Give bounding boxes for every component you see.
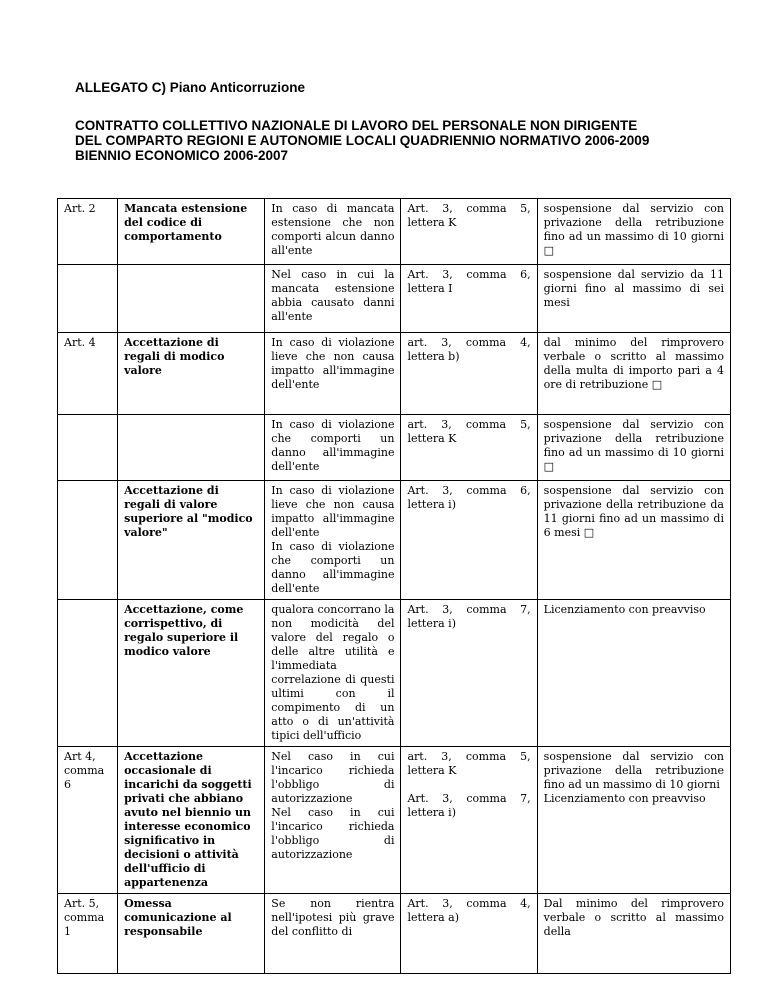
case-cell xyxy=(265,481,401,600)
subject-cell: Omessa comunicazione al responsabile xyxy=(118,894,265,974)
article-cell xyxy=(58,481,118,600)
subject-cell xyxy=(118,265,265,333)
subject-cell: Mancata estensione del codice di comportamento xyxy=(118,199,265,265)
table-row xyxy=(58,265,731,333)
norm-text: Art. 3, comma 7, lettera i) xyxy=(407,792,531,819)
document-title: ALLEGATO C) Piano Anticorruzione xyxy=(75,80,306,95)
sanction-cell: Dal minimo del rimprovero verbale o scritto al massimo della xyxy=(537,894,730,974)
subject-cell: Accettazione, come corrispettivo, di regalo superiore il modico valore xyxy=(118,600,265,747)
sanction-cell: sospensione dal servizio da 11 giorni fino al massimo di sei mesi xyxy=(537,265,730,333)
norm-cell: Art. 3, comma 4, lettera a) xyxy=(401,894,537,974)
case-cell: In caso di violazione lieve che non causa impatto all'immagine dell'ente xyxy=(265,333,401,415)
case-text: In caso di violazione che comporti un danno all'immagine dell'ente xyxy=(271,540,395,595)
article-cell: Art. 5, comma 1 xyxy=(58,894,118,974)
subject-cell: Accettazione occasionale di incarichi da soggetti privati che abbiano avuto nel biennio un interesse economico significativo in decisioni o attività dell'ufficio di appartenenza xyxy=(118,747,265,894)
sanction-text: Licenziamento con preavviso xyxy=(543,792,706,805)
table-row xyxy=(58,894,731,974)
norm-cell: art. 3, comma 5, lettera K xyxy=(401,415,537,481)
norm-cell: Art. 3, comma 5, lettera K xyxy=(401,199,537,265)
case-text: Nel caso in cui l'incarico richieda l'obbligo di autorizzazione xyxy=(271,806,395,861)
case-text: Nel caso in cui l'incarico richieda l'obbligo di autorizzazione xyxy=(271,750,395,805)
table-row xyxy=(58,415,731,481)
subtitle-line: DEL COMPARTO REGIONI E AUTONOMIE LOCALI QUADRIENNIO NORMATIVO 2006-2009 xyxy=(75,133,650,148)
norm-cell: Art. 3, comma 7, lettera i) xyxy=(401,600,537,747)
sanction-text: sospensione dal servizio con privazione della retribuzione fino ad un massimo di 10 giorni xyxy=(543,750,724,791)
subject-cell xyxy=(118,415,265,481)
subject-cell: Accettazione di regali di modico valore xyxy=(118,333,265,415)
article-cell xyxy=(58,415,118,481)
case-cell: Nel caso in cui la mancata estensione abbia causato danni all'ente xyxy=(265,265,401,333)
sanction-cell: dal minimo del rimprovero verbale o scritto al massimo della multa di importo pari a 4 ore di retribuzione □ xyxy=(537,333,730,415)
sanction-cell: sospensione dal servizio con privazione della retribuzione da 11 giorni fino ad un massimo di 6 mesi □ xyxy=(537,481,730,600)
table-row xyxy=(58,481,731,600)
article-cell: Art. 2 xyxy=(58,199,118,265)
subtitle-line: BIENNIO ECONOMICO 2006-2007 xyxy=(75,148,289,163)
table-row xyxy=(58,747,731,894)
norm-text: art. 3, comma 5, lettera K xyxy=(407,750,531,777)
table-row xyxy=(58,333,731,415)
case-cell: In caso di mancata estensione che non comporti alcun danno all'ente xyxy=(265,199,401,265)
norm-cell: Art. 3, comma 6, lettera I xyxy=(401,265,537,333)
sanction-cell xyxy=(537,747,730,894)
sanction-cell: sospensione dal servizio con privazione della retribuzione fino ad un massimo di 10 giorni □ xyxy=(537,415,730,481)
case-cell: In caso di violazione che comporti un danno all'immagine dell'ente xyxy=(265,415,401,481)
case-cell: Se non rientra nell'ipotesi più grave del conflitto di xyxy=(265,894,401,974)
disciplinary-table xyxy=(57,198,731,974)
sanction-cell: sospensione dal servizio con privazione della retribuzione fino ad un massimo di 10 giorni □ xyxy=(537,199,730,265)
article-cell: Art. 4 xyxy=(58,333,118,415)
sanction-cell: Licenziamento con preavviso xyxy=(537,600,730,747)
subtitle-line: CONTRATTO COLLETTIVO NAZIONALE DI LAVORO DEL PERSONALE NON DIRIGENTE xyxy=(75,118,638,133)
document-subtitle xyxy=(75,118,715,163)
article-cell: Art 4, comma 6 xyxy=(58,747,118,894)
table-row xyxy=(58,199,731,265)
table-row xyxy=(58,600,731,747)
subject-cell: Accettazione di regali di valore superiore al "modico valore" xyxy=(118,481,265,600)
norm-cell: Art. 3, comma 6, lettera i) xyxy=(401,481,537,600)
article-cell xyxy=(58,600,118,747)
case-text: In caso di violazione lieve che non causa impatto all'immagine dell'ente xyxy=(271,484,395,539)
norm-cell: art. 3, comma 4, lettera b) xyxy=(401,333,537,415)
article-cell xyxy=(58,265,118,333)
norm-cell xyxy=(401,747,537,894)
case-cell xyxy=(265,747,401,894)
case-cell: qualora concorrano la non modicità del valore del regalo o delle altre utilità e l'immediata correlazione di questi ultimi con il compimento di un atto o di un'attività tipici dell'ufficio xyxy=(265,600,401,747)
